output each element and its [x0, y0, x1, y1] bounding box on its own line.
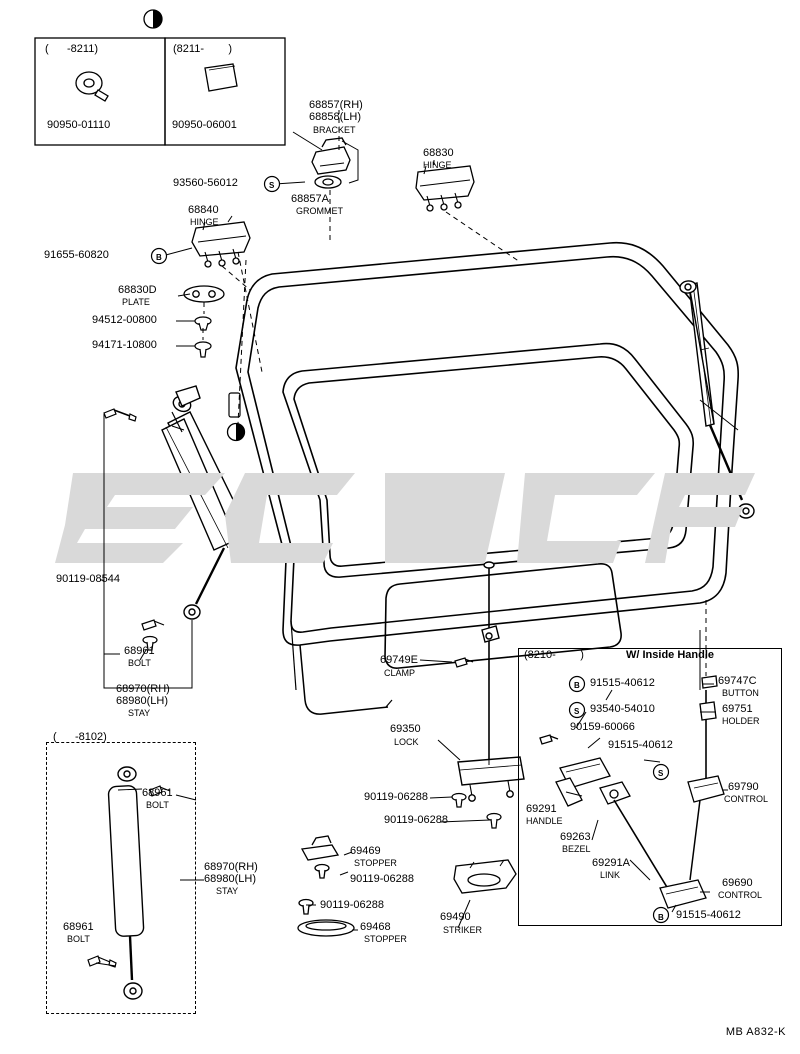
label-69291: 69291 — [526, 803, 557, 815]
label-90119-08544: 90119-08544 — [56, 573, 121, 585]
label-with-inside-handle: W/ Inside Handle — [626, 649, 715, 661]
label-94171-10800: 94171-10800 — [92, 339, 157, 351]
label-68857-rh: 68857(RH) — [309, 99, 363, 111]
label-68970-inset: 68970(RH) — [204, 861, 258, 873]
label-hinge-68840: HINGE — [190, 217, 219, 227]
marker-b3: B — [658, 913, 664, 922]
label-stay-inset: STAY — [216, 886, 239, 896]
label-68840: 68840 — [188, 204, 219, 216]
label-90119-06288-c: 90119-06288 — [350, 873, 415, 885]
label-68970-rh: 68970(RH) — [116, 683, 170, 695]
label-69747c: 69747C — [718, 675, 757, 687]
label-button: BUTTON — [722, 688, 759, 698]
label-handle: HANDLE — [526, 816, 563, 826]
label-68961-inset-top: 68961 — [142, 787, 173, 799]
label-91515-40612-c: 91515-40612 — [676, 909, 741, 921]
label-90119-06288-d: 90119-06288 — [320, 899, 385, 911]
label-91515-40612-a: 91515-40612 — [590, 677, 655, 689]
label-93540-54010: 93540-54010 — [590, 703, 655, 715]
label-bolt-inset-top: BOLT — [146, 800, 169, 810]
label-range-left: ( -8211) — [45, 43, 98, 55]
label-68961-inset-bottom: 68961 — [63, 921, 94, 933]
label-lock: LOCK — [394, 737, 419, 747]
label-plate: PLATE — [122, 297, 150, 307]
label-control-upper: CONTROL — [724, 794, 769, 804]
label-90950-06001: 90950-06001 — [172, 119, 237, 131]
label-68830d: 68830D — [118, 284, 157, 296]
label-stay-left: STAY — [128, 708, 151, 718]
inset-box-left-bottom — [46, 742, 196, 1014]
label-69690: 69690 — [722, 877, 753, 889]
footer-code: MB A832-K — [725, 1026, 786, 1038]
marker-s3: S — [658, 769, 664, 778]
label-69291a: 69291A — [592, 857, 630, 869]
label-90119-06288-a: 90119-06288 — [364, 791, 429, 803]
label-68980-lh: 68980(LH) — [116, 695, 168, 707]
label-93560-56012: 93560-56012 — [173, 177, 238, 189]
label-69469: 69469 — [350, 845, 381, 857]
marker-b1: B — [156, 253, 162, 262]
label-bezel: BEZEL — [562, 844, 591, 854]
marker-s1: S — [269, 181, 275, 190]
label-grommet: GROMMET — [296, 206, 343, 216]
marker-b2: B — [574, 681, 580, 690]
label-stopper-69469: STOPPER — [354, 858, 397, 868]
label-range-8102: ( -8102) — [53, 731, 107, 743]
label-90950-01110: 90950-01110 — [47, 119, 111, 131]
label-91655-60820: 91655-60820 — [44, 249, 109, 261]
label-bolt-mid: BOLT — [128, 658, 151, 668]
label-link: LINK — [600, 870, 621, 880]
label-69751: 69751 — [722, 703, 753, 715]
label-68857a: 68857A — [291, 193, 329, 205]
label-hinge-68830: HINGE — [423, 160, 452, 170]
label-bracket: BRACKET — [313, 125, 356, 135]
label-range-8210: (8210- ) — [524, 649, 584, 661]
label-clamp: CLAMP — [384, 668, 416, 678]
label-69263: 69263 — [560, 831, 591, 843]
label-control-lower: CONTROL — [718, 890, 763, 900]
label-69350: 69350 — [390, 723, 421, 735]
label-range-right: (8211- ) — [173, 43, 233, 55]
label-94512-00800: 94512-00800 — [92, 314, 157, 326]
label-striker: STRIKER — [443, 925, 483, 935]
label-holder: HOLDER — [722, 716, 760, 726]
label-stopper-69468: STOPPER — [364, 934, 407, 944]
label-90119-06288-b: 90119-06288 — [384, 814, 449, 826]
label-69468: 69468 — [360, 921, 391, 933]
label-68830: 68830 — [423, 147, 454, 159]
marker-s2: S — [574, 707, 580, 716]
label-bolt-inset-bottom: BOLT — [67, 934, 90, 944]
label-91515-40612-b: 91515-40612 — [608, 739, 673, 751]
label-69790: 69790 — [728, 781, 759, 793]
label-69749e: 69749E — [380, 654, 418, 666]
label-90159-60066: 90159-60066 — [570, 721, 635, 733]
label-68858-lh: 68858(LH) — [309, 111, 361, 123]
label-68961-mid: 68961 — [124, 645, 155, 657]
label-69490: 69490 — [440, 911, 471, 923]
label-68980-inset: 68980(LH) — [204, 873, 256, 885]
